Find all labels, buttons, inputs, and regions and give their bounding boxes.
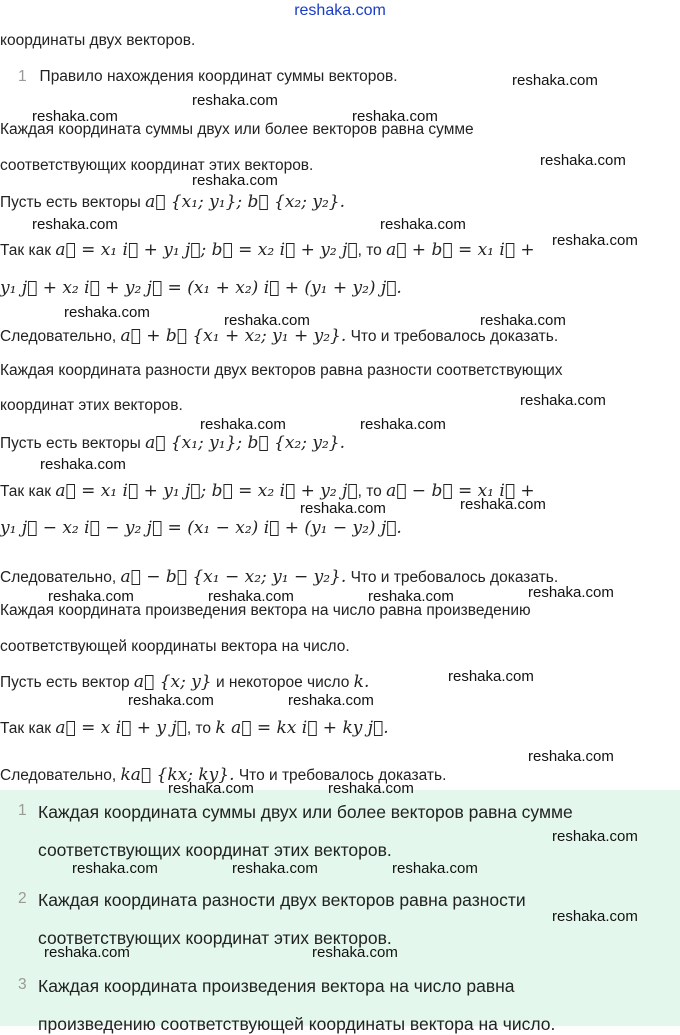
watermark: reshaka.com: [460, 496, 546, 513]
watermark: reshaka.com: [232, 860, 318, 877]
sum-since-text: Так как: [0, 242, 52, 259]
diff-since-math-b: a⃗ − b⃗ = x₁ i⃗ +: [386, 481, 535, 501]
watermark: reshaka.com: [448, 668, 534, 685]
summary-item-1: [18, 802, 27, 820]
summary-item-1-line2: соответствующих координат этих векторов.: [38, 840, 392, 860]
watermark: reshaka.com: [360, 416, 446, 433]
watermark: reshaka.com: [128, 692, 214, 709]
watermark: reshaka.com: [192, 92, 278, 109]
watermark: reshaka.com: [288, 692, 374, 709]
watermark: reshaka.com: [32, 216, 118, 233]
intro-tail: координаты двух векторов.: [0, 32, 196, 49]
rule-heading: [18, 68, 398, 86]
diff-let-line: [0, 433, 345, 453]
watermark: reshaka.com: [528, 748, 614, 765]
summary-item-1-line1: Каждая координата суммы двух или более векторов равна сумме: [38, 802, 573, 822]
watermark: reshaka.com: [540, 152, 626, 169]
diff-let-text: Пусть есть векторы: [0, 435, 141, 452]
watermark: reshaka.com: [40, 456, 126, 473]
watermark: reshaka.com: [480, 312, 566, 329]
mult-then-math: k a⃗ = kx i⃗ + ky j⃗.: [215, 718, 389, 738]
mult-since-math: a⃗ = x i⃗ + y j⃗: [55, 718, 187, 738]
mult-let-math: a⃗ {x; y}: [133, 672, 212, 692]
watermark: reshaka.com: [368, 588, 454, 605]
diff-expansion-line: y₁ j⃗ − x₂ i⃗ − y₂ j⃗ = (x₁ − x₂) i⃗ + (y₁ − y₂) j⃗.: [0, 518, 402, 538]
sum-since-math-b: a⃗ + b⃗ = x₁ i⃗ +: [386, 240, 535, 260]
sum-expansion-line: y₁ j⃗ + x₂ i⃗ + y₂ j⃗ = (x₁ + x₂) i⃗ + (y₁ + y₂) j⃗.: [0, 278, 402, 298]
summary-item-number: 1: [18, 802, 27, 819]
summary-item-3-line1: Каждая координата произведения вектора на число равна: [38, 976, 515, 996]
watermark: reshaka.com: [528, 584, 614, 601]
watermark: reshaka.com: [208, 588, 294, 605]
diff-since-math-a: a⃗ = x₁ i⃗ + y₁ j⃗; b⃗ = x₂ i⃗ + y₂ j⃗: [55, 481, 358, 501]
mult-conclusion-math: ka⃗ {kx; ky}.: [120, 765, 235, 785]
sum-qed: Что и требовалось доказать.: [350, 328, 559, 345]
sum-conclusion-line: [0, 326, 558, 346]
watermark: reshaka.com: [552, 232, 638, 249]
rule-title: Правило нахождения координат суммы векторов.: [39, 68, 398, 85]
mult-statement-line1: Каждая координата произведения вектора на число равна произведению: [0, 602, 531, 619]
sum-let-text: Пусть есть векторы: [0, 194, 141, 211]
watermark: reshaka.com: [300, 500, 386, 517]
mult-since-line: [0, 718, 389, 738]
sum-statement-line1: Каждая координата суммы двух или более векторов равна сумме: [0, 121, 474, 138]
watermark: reshaka.com: [224, 312, 310, 329]
summary-item-3-line2: произведению соответствующей координаты вектора на число.: [38, 1014, 556, 1034]
watermark: reshaka.com: [552, 828, 638, 845]
sum-conclusion-text: Следовательно,: [0, 328, 117, 345]
diff-qed: Что и требовалось доказать.: [350, 569, 559, 586]
sum-since-math-a: a⃗ = x₁ i⃗ + y₁ j⃗; b⃗ = x₂ i⃗ + y₂ j⃗: [55, 240, 358, 260]
sum-then-text: , то: [357, 242, 382, 259]
diff-then-text: , то: [357, 483, 382, 500]
diff-let-math: a⃗ {x₁; y₁}; b⃗ {x₂; y₂}.: [145, 433, 345, 453]
diff-conclusion-text: Следовательно,: [0, 569, 117, 586]
watermark: reshaka.com: [380, 216, 466, 233]
mult-qed: Что и требовалось доказать.: [238, 767, 447, 784]
diff-statement-line2: координат этих векторов.: [0, 397, 183, 414]
site-header-link[interactable]: reshaka.com: [294, 2, 386, 19]
summary-item-number: 3: [18, 976, 27, 993]
watermark: reshaka.com: [44, 944, 130, 961]
mult-let-line: [0, 672, 369, 692]
watermark: reshaka.com: [64, 304, 150, 321]
watermark: reshaka.com: [512, 72, 598, 89]
sum-conclusion-math: a⃗ + b⃗ {x₁ + x₂; y₁ + y₂}.: [120, 326, 347, 346]
diff-statement-line1: Каждая координата разности двух векторов равна разности соответствующих: [0, 362, 563, 379]
watermark: reshaka.com: [352, 108, 438, 125]
diff-since-text: Так как: [0, 483, 52, 500]
mult-k-math: k.: [353, 672, 370, 692]
sum-statement-line2: соответствующих координат этих векторов.: [0, 157, 314, 174]
summary-item-3: [18, 976, 27, 994]
mult-since-text: Так как: [0, 720, 52, 737]
watermark: reshaka.com: [168, 780, 254, 797]
sum-let-math: a⃗ {x₁; y₁}; b⃗ {x₂; y₂}.: [145, 192, 345, 212]
mult-conclusion-text: Следовательно,: [0, 767, 117, 784]
diff-since-line: [0, 481, 535, 501]
watermark: reshaka.com: [48, 588, 134, 605]
summary-item-2-line1: Каждая координата разности двух векторов равна разности: [38, 890, 526, 910]
watermark: reshaka.com: [32, 108, 118, 125]
watermark: reshaka.com: [552, 908, 638, 925]
summary-item-2-line2: соответствующих координат этих векторов.: [38, 928, 392, 948]
diff-conclusion-line: [0, 567, 558, 587]
watermark: reshaka.com: [72, 860, 158, 877]
summary-item-2: [18, 890, 27, 908]
mult-let-text: Пусть есть вектор: [0, 674, 130, 691]
sum-since-line: [0, 240, 535, 260]
watermark: reshaka.com: [192, 172, 278, 189]
watermark: reshaka.com: [200, 416, 286, 433]
watermark: reshaka.com: [520, 392, 606, 409]
mult-then-text: , то: [186, 720, 212, 737]
watermark: reshaka.com: [392, 860, 478, 877]
watermark: reshaka.com: [328, 780, 414, 797]
summary-item-number: 2: [18, 890, 27, 907]
watermark: reshaka.com: [312, 944, 398, 961]
rule-number: 1: [18, 68, 27, 85]
diff-conclusion-math: a⃗ − b⃗ {x₁ − x₂; y₁ − y₂}.: [120, 567, 347, 587]
sum-let-line: [0, 192, 345, 212]
mult-statement-line2: соответствующей координаты вектора на число.: [0, 638, 350, 655]
mult-and-text: и некоторое число: [215, 674, 350, 691]
